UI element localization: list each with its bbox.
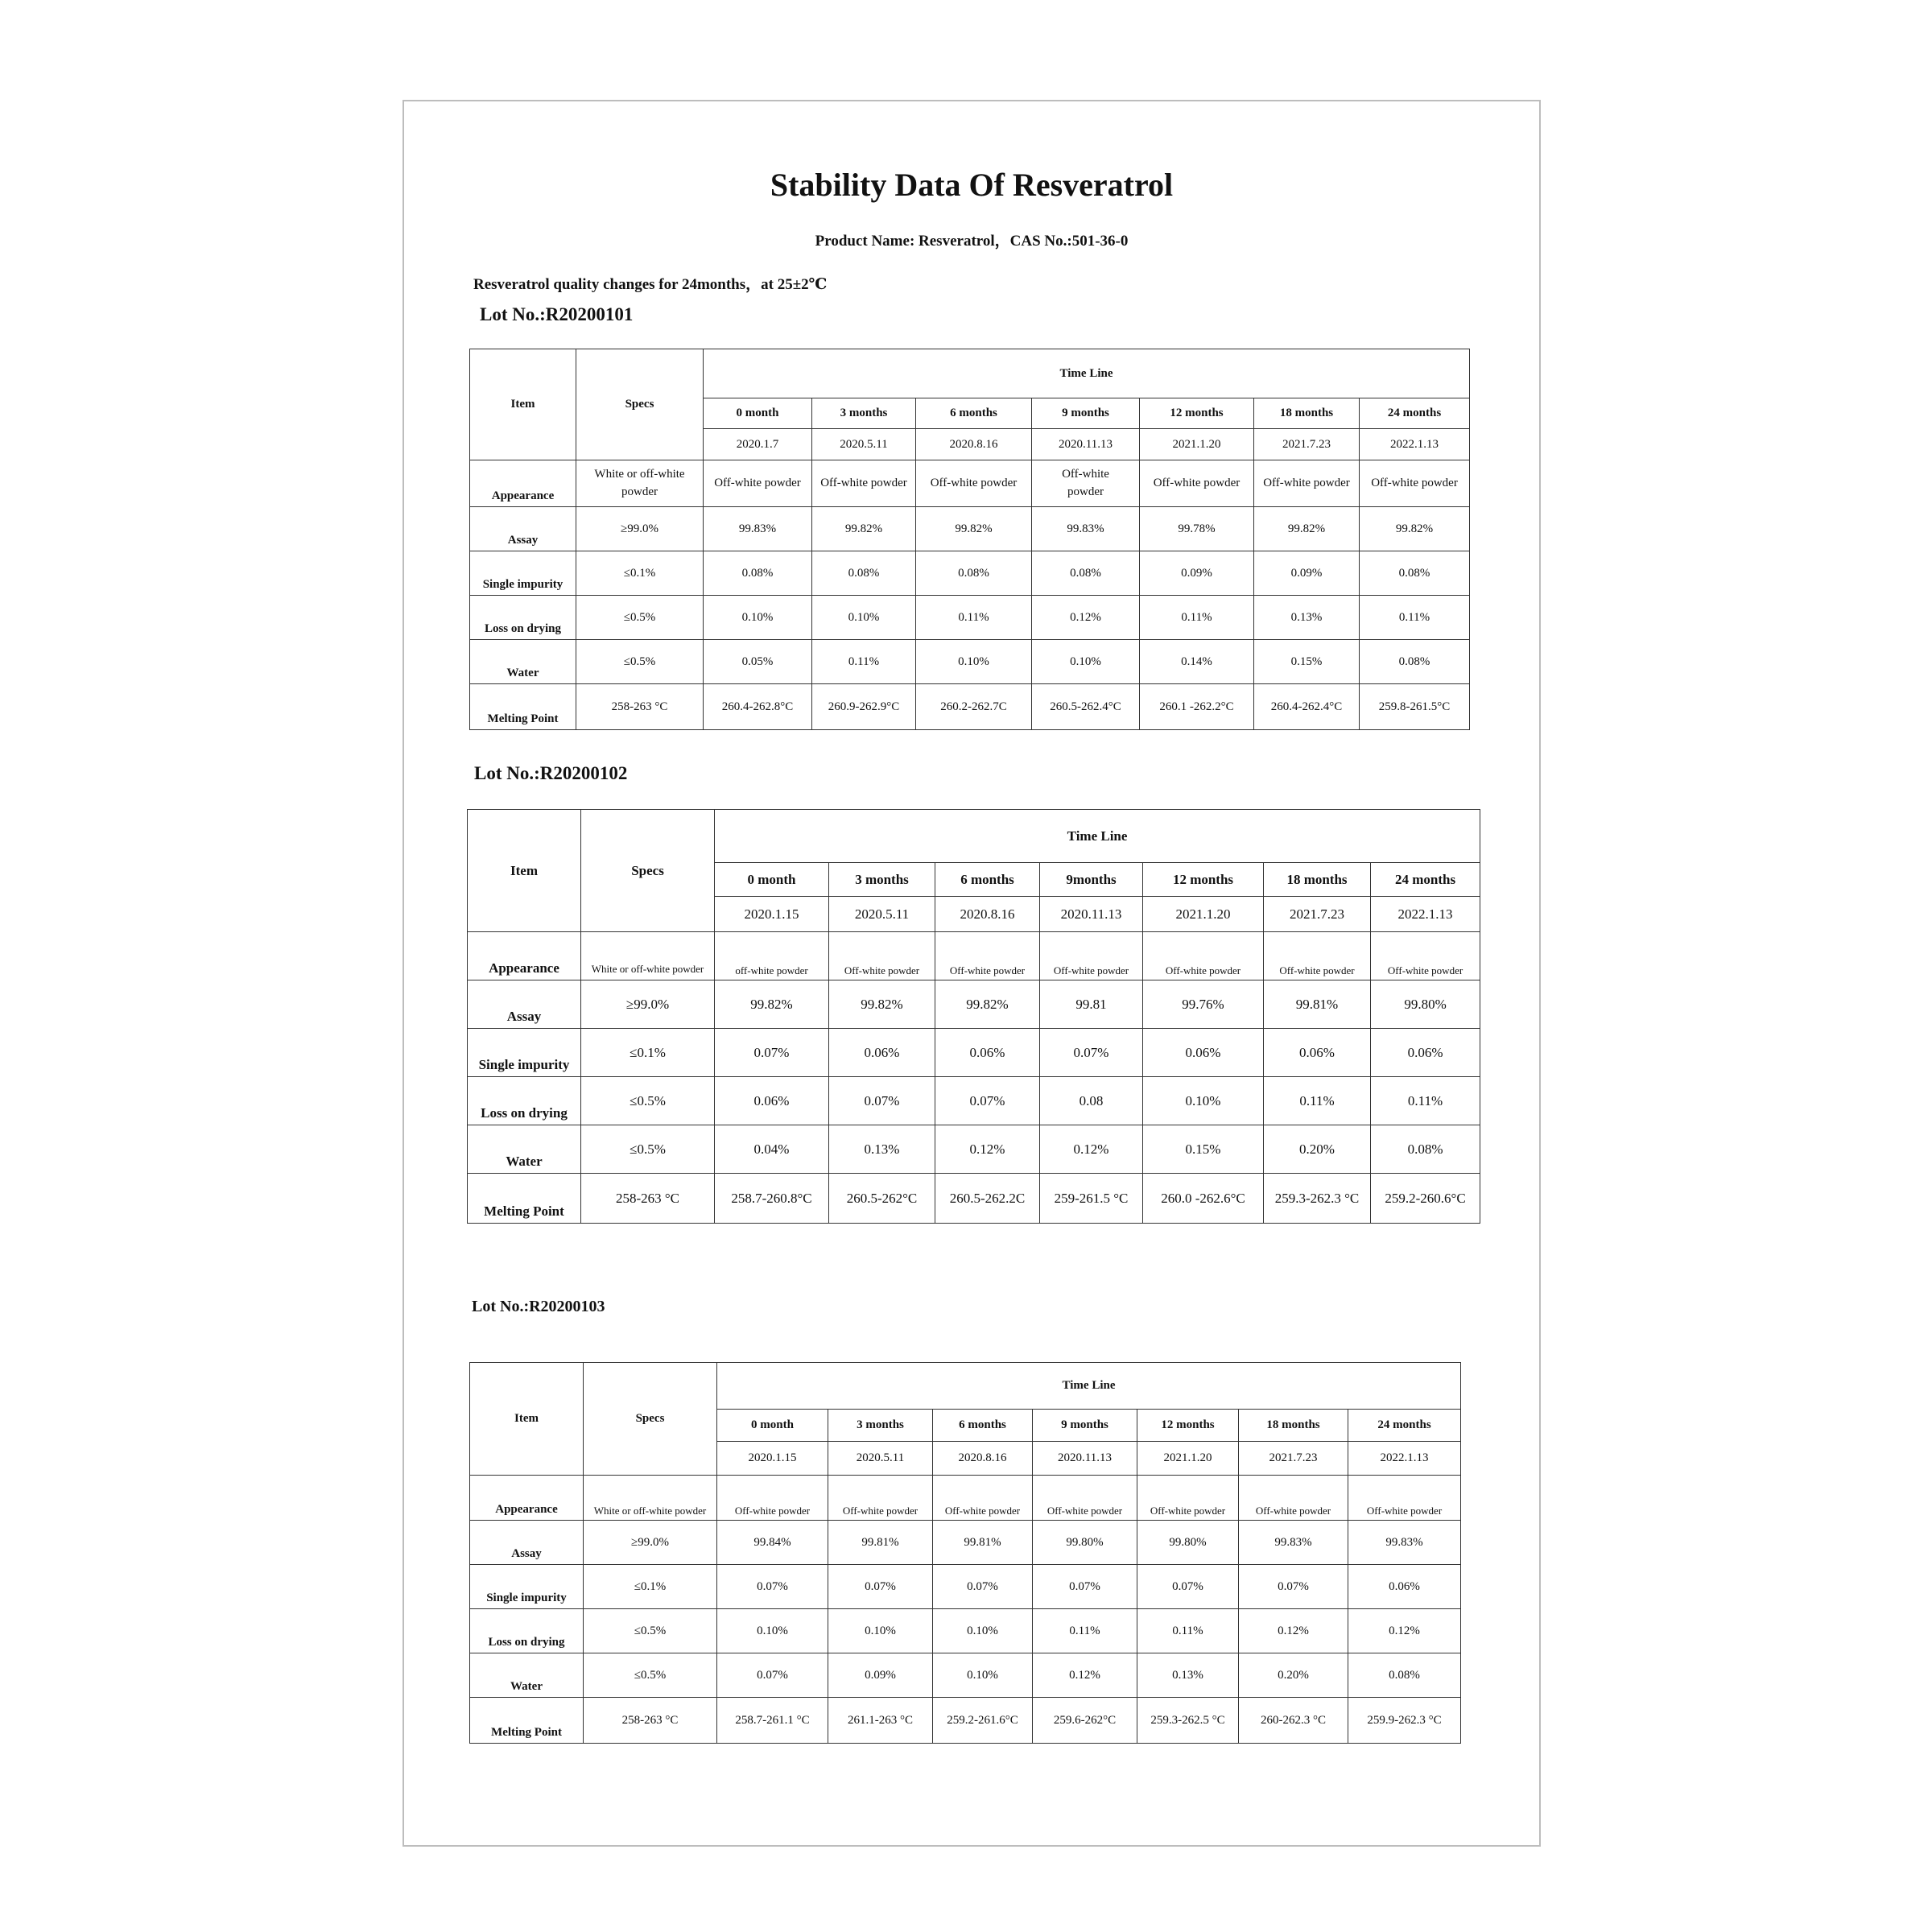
value-cell: 0.08% <box>1032 551 1140 596</box>
product-subtitle: Product Name: Resveratrol，CAS No.:501-36-0 <box>815 233 1129 250</box>
value-cell: 0.10% <box>916 640 1032 684</box>
value-cell: 0.04% <box>715 1125 829 1174</box>
month-header: 6 months <box>916 398 1032 429</box>
value-cell: 0.07% <box>717 1565 828 1609</box>
month-header: 0 month <box>704 398 812 429</box>
value-cell: 259-261.5 °C <box>1040 1174 1143 1224</box>
row-label: Melting Point <box>468 1174 581 1224</box>
value-cell: 0.10% <box>704 596 812 640</box>
value-cell: 0.15% <box>1254 640 1360 684</box>
month-header: 0 month <box>717 1410 828 1442</box>
value-cell: 0.07% <box>828 1565 933 1609</box>
value-cell: 0.11% <box>916 596 1032 640</box>
lot-label: Lot No.:R20200101 <box>480 304 634 324</box>
value-cell: 0.08% <box>1348 1653 1461 1698</box>
month-header: 18 months <box>1254 398 1360 429</box>
value-cell: 259.2-260.6°C <box>1371 1174 1480 1224</box>
value-cell: 0.08% <box>1360 551 1470 596</box>
test-date: 2020.5.11 <box>829 897 935 932</box>
table-row <box>468 1174 1480 1224</box>
item-header: Item <box>470 1363 584 1476</box>
test-date: 2020.1.7 <box>704 429 812 460</box>
month-header: 3 months <box>812 398 916 429</box>
test-date: 2020.5.11 <box>812 429 916 460</box>
item-header: Item <box>470 349 576 460</box>
table-row <box>470 460 1470 507</box>
spec-cell: ≤0.5% <box>584 1653 717 1698</box>
table-row <box>470 507 1470 551</box>
month-header: 24 months <box>1348 1410 1461 1442</box>
value-cell: 0.06% <box>1348 1565 1461 1609</box>
test-date: 2021.1.20 <box>1140 429 1254 460</box>
spec-cell: ≤0.1% <box>584 1565 717 1609</box>
value-cell: 0.13% <box>829 1125 935 1174</box>
value-cell: 0.07% <box>935 1077 1040 1125</box>
month-header: 12 months <box>1140 398 1254 429</box>
value-cell: Off-white powder <box>1264 932 1371 980</box>
table-row <box>468 1029 1480 1077</box>
row-label: Assay <box>470 507 576 551</box>
specs-header: Specs <box>581 810 715 932</box>
row-label: Loss on drying <box>470 1609 584 1653</box>
test-date: 2020.8.16 <box>916 429 1032 460</box>
row-label: Melting Point <box>470 1698 584 1744</box>
spec-cell: 258-263 °C <box>581 1174 715 1224</box>
value-cell: Off-white powder <box>1140 460 1254 507</box>
table-row <box>470 640 1470 684</box>
value-cell: 258.7-260.8°C <box>715 1174 829 1224</box>
value-cell: 0.10% <box>933 1609 1033 1653</box>
test-date: 2020.5.11 <box>828 1442 933 1476</box>
test-date: 2021.7.23 <box>1254 429 1360 460</box>
header-row <box>470 349 1470 398</box>
timeline-header: Time Line <box>715 810 1480 863</box>
spec-cell: ≤0.5% <box>576 640 704 684</box>
test-date: 2021.1.20 <box>1143 897 1264 932</box>
header-row <box>470 1363 1461 1410</box>
value-cell: 0.20% <box>1239 1653 1348 1698</box>
timeline-header: Time Line <box>704 349 1470 398</box>
row-label: Loss on drying <box>470 596 576 640</box>
value-cell: 0.09% <box>828 1653 933 1698</box>
stability-table <box>469 349 1470 730</box>
value-cell: 99.82% <box>812 507 916 551</box>
value-cell: 259.3-262.5 °C <box>1137 1698 1239 1744</box>
month-header: 6 months <box>933 1410 1033 1442</box>
value-cell: 259.6-262°C <box>1033 1698 1137 1744</box>
value-cell: 0.08 <box>1040 1077 1143 1125</box>
spec-cell: White or off-white powder <box>584 1476 717 1521</box>
spec-cell: ≤0.1% <box>576 551 704 596</box>
test-date: 2020.11.13 <box>1033 1442 1137 1476</box>
value-cell: 260-262.3 °C <box>1239 1698 1348 1744</box>
value-cell: 0.07% <box>1040 1029 1143 1077</box>
value-cell: 259.3-262.3 °C <box>1264 1174 1371 1224</box>
value-cell: 0.08% <box>1371 1125 1480 1174</box>
month-header: 18 months <box>1264 863 1371 897</box>
test-date: 2021.7.23 <box>1264 897 1371 932</box>
lot-label: Lot No.:R20200103 <box>472 1298 605 1315</box>
month-header: 12 months <box>1143 863 1264 897</box>
value-cell: 0.09% <box>1254 551 1360 596</box>
value-cell: Off-white powder <box>1348 1476 1461 1521</box>
specs-header: Specs <box>576 349 704 460</box>
value-cell: Off-white powder <box>1033 1476 1137 1521</box>
value-cell: 99.76% <box>1143 980 1264 1029</box>
test-date: 2020.1.15 <box>717 1442 828 1476</box>
spec-cell: ≥99.0% <box>581 980 715 1029</box>
table-row <box>470 1521 1461 1565</box>
value-cell: 260.5-262.4°C <box>1032 684 1140 730</box>
row-label: Water <box>470 640 576 684</box>
row-label: Assay <box>468 980 581 1029</box>
value-cell: 0.11% <box>1371 1077 1480 1125</box>
value-cell: 99.78% <box>1140 507 1254 551</box>
spec-cell: White or off-white powder <box>576 460 704 507</box>
value-cell: Off-white powder <box>1040 932 1143 980</box>
value-cell: 0.20% <box>1264 1125 1371 1174</box>
value-cell: 0.06% <box>829 1029 935 1077</box>
value-cell: 0.07% <box>829 1077 935 1125</box>
table-row <box>470 684 1470 730</box>
value-cell: Off-white powder <box>1239 1476 1348 1521</box>
value-cell: Off-white powder <box>1254 460 1360 507</box>
value-cell: 260.9-262.9°C <box>812 684 916 730</box>
test-date: 2020.11.13 <box>1032 429 1140 460</box>
spec-cell: ≥99.0% <box>584 1521 717 1565</box>
spec-cell: ≤0.5% <box>581 1077 715 1125</box>
month-header: 3 months <box>829 863 935 897</box>
value-cell: 99.82% <box>1360 507 1470 551</box>
row-label: Appearance <box>468 932 581 980</box>
test-date: 2022.1.13 <box>1371 897 1480 932</box>
row-label: Single impurity <box>468 1029 581 1077</box>
spec-cell: ≤0.5% <box>584 1609 717 1653</box>
value-cell: 0.07% <box>1239 1565 1348 1609</box>
specs-header: Specs <box>584 1363 717 1476</box>
value-cell: Off-white powder <box>1032 460 1140 507</box>
month-header: 24 months <box>1360 398 1470 429</box>
test-date: 2020.8.16 <box>935 897 1040 932</box>
table-row <box>468 932 1480 980</box>
row-label: Appearance <box>470 460 576 507</box>
value-cell: 0.08% <box>1360 640 1470 684</box>
value-cell: Off-white powder <box>812 460 916 507</box>
row-label: Appearance <box>470 1476 584 1521</box>
value-cell: 0.15% <box>1143 1125 1264 1174</box>
spec-cell: 258-263 °C <box>576 684 704 730</box>
value-cell: 99.82% <box>935 980 1040 1029</box>
value-cell: 0.08% <box>916 551 1032 596</box>
value-cell: 99.82% <box>916 507 1032 551</box>
value-cell: 260.1 -262.2°C <box>1140 684 1254 730</box>
value-cell: 99.83% <box>704 507 812 551</box>
table-row <box>470 596 1470 640</box>
value-cell: 0.10% <box>933 1653 1033 1698</box>
value-cell: Off-white powder <box>933 1476 1033 1521</box>
value-cell: 0.07% <box>1033 1565 1137 1609</box>
value-cell: 0.07% <box>717 1653 828 1698</box>
test-date: 2022.1.13 <box>1348 1442 1461 1476</box>
value-cell: 99.80% <box>1137 1521 1239 1565</box>
value-cell: 99.81% <box>933 1521 1033 1565</box>
value-cell: 259.2-261.6°C <box>933 1698 1033 1744</box>
table-row <box>470 1609 1461 1653</box>
value-cell: 0.08% <box>812 551 916 596</box>
spec-cell: ≤0.5% <box>581 1125 715 1174</box>
value-cell: 0.06% <box>1143 1029 1264 1077</box>
stability-description: Resveratrol quality changes for 24months，at 25±2℃ <box>473 276 828 293</box>
value-cell: 0.07% <box>1137 1565 1239 1609</box>
value-cell: 99.81% <box>828 1521 933 1565</box>
month-header: 0 month <box>715 863 829 897</box>
spec-cell: ≥99.0% <box>576 507 704 551</box>
spec-cell: ≤0.1% <box>581 1029 715 1077</box>
value-cell: 0.06% <box>1371 1029 1480 1077</box>
value-cell: Off-white powder <box>828 1476 933 1521</box>
value-cell: Off-white powder <box>1371 932 1480 980</box>
value-cell: 0.13% <box>1137 1653 1239 1698</box>
month-header: 9 months <box>1032 398 1140 429</box>
value-cell: Off-white powder <box>717 1476 828 1521</box>
table-row <box>470 1565 1461 1609</box>
month-header: 3 months <box>828 1410 933 1442</box>
value-cell: 99.84% <box>717 1521 828 1565</box>
row-label: Loss on drying <box>468 1077 581 1125</box>
value-cell: 0.07% <box>933 1565 1033 1609</box>
value-cell: 0.13% <box>1254 596 1360 640</box>
value-cell: 99.82% <box>829 980 935 1029</box>
value-cell: off-white powder <box>715 932 829 980</box>
month-header: 24 months <box>1371 863 1480 897</box>
test-date: 2020.8.16 <box>933 1442 1033 1476</box>
value-cell: 260.0 -262.6°C <box>1143 1174 1264 1224</box>
row-label: Assay <box>470 1521 584 1565</box>
value-cell: 0.11% <box>1033 1609 1137 1653</box>
spec-cell: 258-263 °C <box>584 1698 717 1744</box>
test-date: 2020.11.13 <box>1040 897 1143 932</box>
value-cell: 0.12% <box>1040 1125 1143 1174</box>
value-cell: 0.12% <box>1239 1609 1348 1653</box>
value-cell: 99.82% <box>715 980 829 1029</box>
value-cell: 260.2-262.7C <box>916 684 1032 730</box>
value-cell: 260.4-262.4°C <box>1254 684 1360 730</box>
item-header: Item <box>468 810 581 932</box>
value-cell: 99.83% <box>1239 1521 1348 1565</box>
test-date: 2020.1.15 <box>715 897 829 932</box>
table-row <box>468 1077 1480 1125</box>
header-row <box>468 810 1480 863</box>
table-row <box>468 1125 1480 1174</box>
value-cell: 99.80% <box>1371 980 1480 1029</box>
value-cell: 0.12% <box>1032 596 1140 640</box>
table-row <box>470 1476 1461 1521</box>
month-header: 6 months <box>935 863 1040 897</box>
value-cell: Off-white powder <box>916 460 1032 507</box>
row-label: Water <box>470 1653 584 1698</box>
table-row <box>470 1653 1461 1698</box>
value-cell: Off-white powder <box>829 932 935 980</box>
value-cell: 99.80% <box>1033 1521 1137 1565</box>
value-cell: 0.06% <box>935 1029 1040 1077</box>
spec-cell: ≤0.5% <box>576 596 704 640</box>
value-cell: 0.06% <box>1264 1029 1371 1077</box>
value-cell: 0.10% <box>717 1609 828 1653</box>
value-cell: 99.81% <box>1264 980 1371 1029</box>
test-date: 2021.1.20 <box>1137 1442 1239 1476</box>
value-cell: 0.08% <box>704 551 812 596</box>
value-cell: 0.07% <box>715 1029 829 1077</box>
value-cell: 0.11% <box>1140 596 1254 640</box>
value-cell: 0.10% <box>1143 1077 1264 1125</box>
spec-cell: White or off-white powder <box>581 932 715 980</box>
value-cell: 0.10% <box>812 596 916 640</box>
month-header: 9 months <box>1033 1410 1137 1442</box>
stability-table <box>469 1362 1461 1744</box>
value-cell: 259.8-261.5°C <box>1360 684 1470 730</box>
row-label: Melting Point <box>470 684 576 730</box>
value-cell: 0.10% <box>828 1609 933 1653</box>
month-header: 18 months <box>1239 1410 1348 1442</box>
value-cell: 0.14% <box>1140 640 1254 684</box>
value-cell: Off-white powder <box>1143 932 1264 980</box>
row-label: Water <box>468 1125 581 1174</box>
value-cell: Off-white powder <box>1137 1476 1239 1521</box>
table-row <box>468 980 1480 1029</box>
value-cell: 0.09% <box>1140 551 1254 596</box>
value-cell: 0.12% <box>935 1125 1040 1174</box>
value-cell: 0.12% <box>1348 1609 1461 1653</box>
month-header: 9months <box>1040 863 1143 897</box>
table-row <box>470 551 1470 596</box>
value-cell: 0.11% <box>1137 1609 1239 1653</box>
value-cell: 0.10% <box>1032 640 1140 684</box>
row-label: Single impurity <box>470 1565 584 1609</box>
value-cell: 260.5-262°C <box>829 1174 935 1224</box>
value-cell: 99.82% <box>1254 507 1360 551</box>
value-cell: 259.9-262.3 °C <box>1348 1698 1461 1744</box>
test-date: 2021.7.23 <box>1239 1442 1348 1476</box>
value-cell: Off-white powder <box>1360 460 1470 507</box>
value-cell: 99.83% <box>1032 507 1140 551</box>
document-title: Stability Data Of Resveratrol <box>770 167 1174 203</box>
stability-table <box>467 809 1480 1224</box>
value-cell: 0.05% <box>704 640 812 684</box>
value-cell: 260.5-262.2C <box>935 1174 1040 1224</box>
value-cell: 0.11% <box>812 640 916 684</box>
value-cell: Off-white powder <box>935 932 1040 980</box>
value-cell: 99.81 <box>1040 980 1143 1029</box>
value-cell: 99.83% <box>1348 1521 1461 1565</box>
value-cell: 0.12% <box>1033 1653 1137 1698</box>
table-row <box>470 1698 1461 1744</box>
value-cell: Off-white powder <box>704 460 812 507</box>
timeline-header: Time Line <box>717 1363 1461 1410</box>
document-page <box>402 100 1541 1847</box>
month-header: 12 months <box>1137 1410 1239 1442</box>
lot-label: Lot No.:R20200102 <box>474 763 628 783</box>
test-date: 2022.1.13 <box>1360 429 1470 460</box>
value-cell: 260.4-262.8°C <box>704 684 812 730</box>
row-label: Single impurity <box>470 551 576 596</box>
value-cell: 0.11% <box>1360 596 1470 640</box>
value-cell: 0.11% <box>1264 1077 1371 1125</box>
value-cell: 0.06% <box>715 1077 829 1125</box>
value-cell: 258.7-261.1 °C <box>717 1698 828 1744</box>
value-cell: 261.1-263 °C <box>828 1698 933 1744</box>
